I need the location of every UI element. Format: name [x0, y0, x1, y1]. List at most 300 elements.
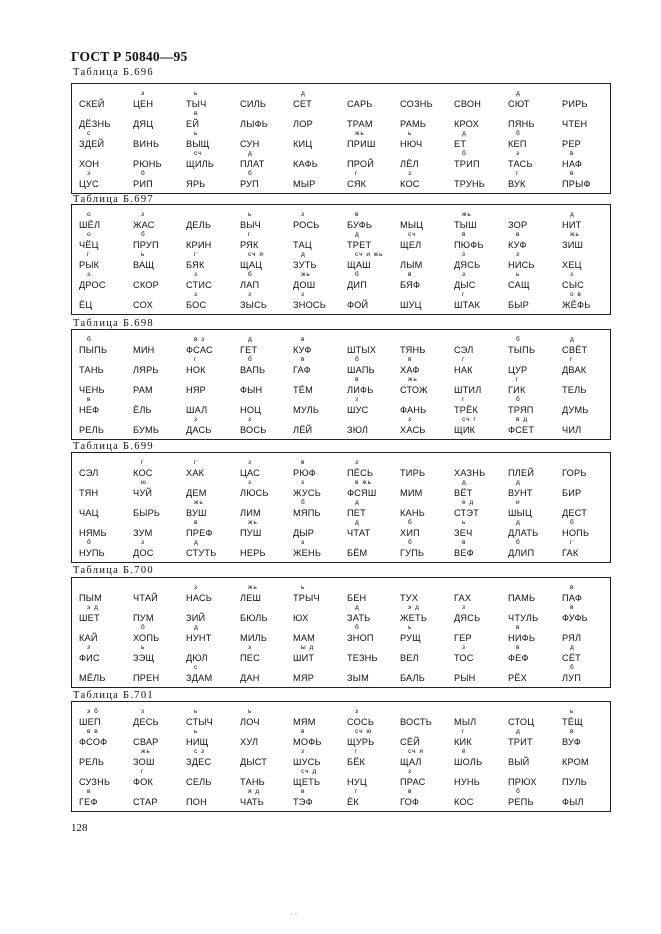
- table-row: [72, 709, 610, 731]
- word: ТЫЧ: [186, 99, 207, 109]
- word: РАМ: [133, 385, 153, 395]
- word: ВУШ: [186, 508, 207, 518]
- word: СЭЛ: [79, 468, 99, 478]
- word: РАМЬ: [400, 119, 427, 129]
- transcription-mark: жь: [408, 376, 418, 383]
- word: БУФЬ: [347, 220, 373, 230]
- word: ЛОЧ: [240, 717, 260, 727]
- transcription-mark: б: [570, 664, 575, 671]
- word: ФСОФ: [79, 737, 108, 747]
- word: ВОСЬ: [240, 425, 267, 435]
- word: ТЕЛЬ: [562, 385, 587, 395]
- word: НАСЬ: [186, 593, 213, 603]
- transcription-mark: з: [141, 539, 145, 546]
- word: ЗДАМ: [186, 673, 213, 683]
- word: НЕРЬ: [240, 548, 266, 558]
- transcription-mark: б: [516, 396, 521, 403]
- transcription-mark: с: [194, 664, 199, 671]
- table-row: [72, 520, 610, 542]
- word: БЮЛЬ: [240, 613, 268, 623]
- word: СИЛЬ: [240, 99, 267, 109]
- word: ЛЁЛ: [400, 159, 419, 169]
- word: ЗЭЩ: [133, 653, 155, 663]
- word: СКЕЙ: [79, 99, 105, 109]
- word: ПРЫФ: [562, 179, 591, 189]
- word: ПРЮХ: [508, 777, 537, 787]
- transcription-mark: д: [570, 644, 575, 651]
- transcription-mark: э б: [87, 708, 99, 715]
- word: ТРЁК: [454, 405, 479, 415]
- transcription-mark: ы д: [301, 644, 315, 651]
- word: САРЬ: [347, 99, 373, 109]
- transcription-mark: б: [516, 130, 521, 137]
- transcription-mark: в: [301, 788, 306, 795]
- transcription-mark: ь: [462, 519, 467, 526]
- table-row: [72, 417, 610, 439]
- word: РИП: [133, 179, 153, 189]
- word: МЯПЬ: [293, 508, 321, 518]
- transcription-mark: д: [462, 130, 467, 137]
- word: ПЛЕЙ: [508, 468, 535, 478]
- footer-mark: · ·: [290, 910, 298, 919]
- table-row: [72, 500, 610, 522]
- word: РЁХ: [508, 673, 527, 683]
- transcription-mark: в жь: [355, 479, 372, 486]
- word: ЕЙ: [186, 119, 200, 129]
- word: МЫЦ: [400, 220, 424, 230]
- table-row: [72, 585, 610, 607]
- word: РЮФ: [293, 468, 316, 478]
- transcription-mark: ь: [570, 708, 575, 715]
- transcription-mark: г: [141, 459, 145, 466]
- word: ЗЮЛ: [347, 425, 369, 435]
- table-row: [72, 645, 610, 667]
- transcription-mark: б: [355, 624, 360, 631]
- word: ГАФ: [293, 365, 311, 375]
- word: ХАК: [186, 468, 205, 478]
- word: ТЁЩ: [562, 717, 583, 727]
- transcription-mark: б: [516, 788, 521, 795]
- transcription-mark: з: [408, 416, 412, 423]
- word: ФЫЛ: [562, 797, 584, 807]
- word: ЧТЕН: [562, 119, 588, 129]
- table-row: [72, 540, 610, 562]
- word: ВЫЙ: [508, 757, 530, 767]
- transcription-mark: сч я: [248, 251, 264, 258]
- transcription-mark: ь: [248, 211, 253, 218]
- word: ШТИЛ: [454, 385, 482, 395]
- transcription-mark: в: [570, 150, 575, 157]
- word: ЛЮСЬ: [240, 488, 269, 498]
- transcription-mark: в: [462, 231, 467, 238]
- word: ЗУМ: [133, 528, 153, 538]
- transcription-mark: б: [408, 519, 413, 526]
- word: СВЁТ: [562, 345, 588, 355]
- word: ПЕТ: [347, 508, 366, 518]
- transcription-mark: г: [516, 376, 520, 383]
- word: НЮЧ: [400, 139, 423, 149]
- transcription-mark: в: [570, 584, 575, 591]
- transcription-mark: б: [141, 231, 146, 238]
- transcription-mark: з: [141, 211, 145, 218]
- word: СВАР: [133, 737, 159, 747]
- transcription-mark: в: [570, 604, 575, 611]
- word: ДЛАТЬ: [508, 528, 539, 538]
- word: МУЛЬ: [293, 405, 320, 415]
- word: ДАН: [240, 673, 260, 683]
- table-row: [72, 605, 610, 627]
- word: БЁМ: [347, 548, 368, 558]
- word: РЕЛЬ: [79, 757, 105, 767]
- transcription-mark: ь: [194, 90, 199, 97]
- word: КРОМ: [562, 757, 589, 767]
- transcription-mark: в: [301, 728, 306, 735]
- transcription-mark: з: [141, 708, 145, 715]
- word: БЕН: [347, 593, 367, 603]
- word: ПРАС: [400, 777, 426, 787]
- word: ЛИМ: [240, 508, 261, 518]
- word: ШАПЬ: [347, 365, 375, 375]
- table-caption: Таблица Б.698: [73, 318, 154, 329]
- word: БУМЬ: [133, 425, 160, 435]
- transcription-mark: б: [355, 356, 360, 363]
- word: ФСЕТ: [508, 425, 535, 435]
- transcription-mark: з: [194, 271, 198, 278]
- word: РЯЛ: [562, 633, 582, 643]
- word: ЦАС: [240, 468, 260, 478]
- word: ДЛИП: [508, 548, 535, 558]
- transcription-mark: з: [248, 459, 252, 466]
- transcription-mark: б: [87, 336, 92, 343]
- word: ЗДЕЙ: [79, 139, 105, 149]
- word: СУН: [240, 139, 260, 149]
- transcription-mark: в: [516, 644, 521, 651]
- word: ГЕТ: [240, 345, 258, 355]
- word: ТРИТ: [508, 737, 533, 747]
- word: ВИНЬ: [133, 139, 160, 149]
- transcription-mark: в: [408, 788, 413, 795]
- word: ШОЛЬ: [454, 757, 483, 767]
- transcription-mark: з: [408, 170, 412, 177]
- word: КИК: [454, 737, 472, 747]
- transcription-mark: з: [87, 644, 91, 651]
- word: СЕТ: [293, 99, 312, 109]
- transcription-mark: г: [141, 768, 145, 775]
- word: ЛИФЬ: [347, 385, 374, 395]
- word: ШУСЬ: [293, 757, 321, 767]
- transcription-mark: в: [87, 788, 92, 795]
- word: СТОЖ: [400, 385, 428, 395]
- word: ЖЁФЬ: [562, 300, 591, 310]
- word: ЛАП: [240, 280, 260, 290]
- word: НИЩ: [186, 737, 209, 747]
- word: ПРЕН: [133, 673, 160, 683]
- word: ЖУСЬ: [293, 488, 321, 498]
- word: ФУФЬ: [562, 613, 588, 623]
- word: НУПЬ: [79, 548, 105, 558]
- word: ШЁЛ: [79, 220, 101, 230]
- transcription-mark: в в: [87, 728, 99, 735]
- transcription-mark: з: [462, 271, 466, 278]
- transcription-mark: ё: [462, 748, 467, 755]
- transcription-mark: д: [516, 479, 521, 486]
- word: ЩАШ: [347, 260, 371, 270]
- word: ХАФ: [400, 365, 420, 375]
- word: СЁЙ: [400, 737, 420, 747]
- word: КОС: [400, 179, 420, 189]
- transcription-mark: б: [516, 539, 521, 546]
- word: ХИП: [400, 528, 420, 538]
- transcription-mark: з: [248, 479, 252, 486]
- transcription-mark: з: [301, 211, 305, 218]
- table-row: [72, 337, 610, 359]
- word: ЁЦ: [79, 300, 93, 310]
- transcription-mark: ь: [141, 644, 146, 651]
- word: ТОС: [454, 653, 474, 663]
- word: МЁЛЬ: [79, 673, 106, 683]
- word: ПЮФЬ: [454, 240, 484, 250]
- transcription-mark: ю: [141, 479, 147, 486]
- transcription-mark: в: [408, 356, 413, 363]
- transcription-mark: в: [570, 728, 575, 735]
- word: СТИС: [186, 280, 212, 290]
- word: БОС: [186, 300, 207, 310]
- word: ДЫР: [293, 528, 315, 538]
- word-table: [71, 577, 611, 688]
- transcription-mark: э: [141, 90, 146, 97]
- word: ПУМ: [133, 613, 154, 623]
- table-caption: Таблица Б.700: [73, 565, 154, 576]
- word: РОСЬ: [293, 220, 320, 230]
- table-caption: Таблица Б.697: [73, 194, 154, 205]
- table-caption: Таблица Б.699: [73, 441, 154, 452]
- transcription-mark: г: [570, 539, 574, 546]
- transcription-mark: д: [570, 211, 575, 218]
- word: ХАЗНЬ: [454, 468, 486, 478]
- transcription-mark: в: [301, 356, 306, 363]
- transcription-mark: г: [516, 170, 520, 177]
- word: СЯК: [347, 179, 367, 189]
- word: ФСЯШ: [347, 488, 377, 498]
- word: ТЯНЬ: [400, 345, 426, 355]
- transcription-mark: б: [355, 271, 360, 278]
- word: ТАЦ: [293, 240, 312, 250]
- word: ВУНТ: [508, 488, 533, 498]
- word: ТАСЬ: [508, 159, 533, 169]
- transcription-mark: з: [301, 291, 305, 298]
- table-row: [72, 749, 610, 771]
- table-row: [72, 171, 610, 193]
- word: ХОН: [79, 159, 100, 169]
- word: НИСЬ: [508, 260, 535, 270]
- word: ВАЩ: [133, 260, 155, 270]
- page-number: 128: [71, 822, 88, 834]
- word: ТУХ: [400, 593, 419, 603]
- word: ШАЛ: [186, 405, 208, 415]
- word: СОЗНЬ: [400, 99, 433, 109]
- word: ЮХ: [293, 613, 309, 623]
- transcription-mark: жь: [248, 519, 258, 526]
- word: НАФ: [562, 159, 583, 169]
- table-row: [72, 357, 610, 379]
- word: НИТ: [562, 220, 582, 230]
- word: МЫР: [293, 179, 316, 189]
- word: НАК: [454, 365, 473, 375]
- transcription-mark: б: [87, 539, 92, 546]
- word: ЦУС: [79, 179, 99, 189]
- word: ЧЁЦ: [79, 240, 99, 250]
- word: ЛЕШ: [240, 593, 262, 603]
- word: ТЭФ: [293, 797, 313, 807]
- transcription-mark: и: [516, 499, 521, 506]
- transcription-mark: з: [87, 271, 91, 278]
- word: ЗЕЧ: [454, 528, 473, 538]
- word: ВЁТ: [454, 488, 473, 498]
- word: ВОСТЬ: [400, 717, 432, 727]
- word: ПЁСЬ: [347, 468, 374, 478]
- table-row: [72, 91, 610, 113]
- transcription-mark: э д: [87, 604, 99, 611]
- word: РУП: [240, 179, 259, 189]
- word: МИЛЬ: [240, 633, 268, 643]
- transcription-mark: г: [570, 356, 574, 363]
- transcription-mark: д: [301, 251, 306, 258]
- word: ПЫМ: [79, 593, 102, 603]
- transcription-mark: я д: [248, 788, 261, 795]
- word: НУЦ: [347, 777, 367, 787]
- word: ХОПЬ: [133, 633, 160, 643]
- transcription-mark: г: [355, 788, 359, 795]
- transcription-mark: с: [87, 130, 92, 137]
- word: ЧЕНЬ: [79, 385, 105, 395]
- word: ЛЫФЬ: [240, 119, 268, 129]
- word: ЧАЦ: [79, 508, 99, 518]
- transcription-mark: з: [355, 708, 359, 715]
- word: ЗАТЬ: [347, 613, 371, 623]
- word: ДЕСТ: [562, 508, 588, 518]
- word: СТЭТ: [454, 508, 479, 518]
- word: ПЛАТ: [240, 159, 265, 169]
- word: ЗЫСЬ: [240, 300, 268, 310]
- word: РЕПЬ: [508, 797, 534, 807]
- word: ТРЫЧ: [293, 593, 320, 603]
- word: ЖЕНЬ: [293, 548, 322, 558]
- transcription-mark: д: [301, 90, 306, 97]
- transcription-mark: сч: [194, 150, 203, 157]
- word: ГУПЬ: [400, 548, 425, 558]
- table-row: [72, 252, 610, 274]
- word: НОПЬ: [562, 528, 590, 538]
- transcription-mark: г: [355, 170, 359, 177]
- word: ХУЛ: [240, 737, 259, 747]
- transcription-mark: б: [248, 170, 253, 177]
- word: РЫК: [79, 260, 100, 270]
- word: ЗНОСЬ: [293, 300, 326, 310]
- word: РУЩ: [400, 633, 421, 643]
- word: ТЁМ: [293, 385, 313, 395]
- word: ДВАК: [562, 365, 587, 375]
- word: СТОЦ: [508, 717, 535, 727]
- word: ШТЫХ: [347, 345, 377, 355]
- table-row: [72, 272, 610, 294]
- table-row: [72, 111, 610, 133]
- word: РЕЛЬ: [79, 425, 105, 435]
- word: ПРУП: [133, 240, 159, 250]
- word: ПУЛЬ: [562, 777, 587, 787]
- word: ШУЦ: [400, 300, 422, 310]
- word: ДЕМ: [186, 488, 207, 498]
- transcription-mark: г: [462, 396, 466, 403]
- word: ПУШ: [240, 528, 262, 538]
- table-row: [72, 397, 610, 419]
- word: ТАНЬ: [79, 365, 104, 375]
- word: ЩЕЛ: [400, 240, 422, 250]
- transcription-mark: ь: [301, 584, 306, 591]
- transcription-mark: д: [248, 336, 253, 343]
- word: СКОР: [133, 280, 159, 290]
- word: НЯМЬ: [79, 528, 107, 538]
- word: ЯРЬ: [186, 179, 206, 189]
- word: ЧУЙ: [133, 488, 153, 498]
- page-header: ГОСТ Р 50840—95: [71, 49, 188, 64]
- transcription-mark: г: [194, 459, 198, 466]
- table-row: [72, 131, 610, 153]
- word: ДЮЛ: [186, 653, 208, 663]
- word: ПЕС: [240, 653, 260, 663]
- word: МЫЛ: [454, 717, 477, 727]
- transcription-mark: сч и жь: [355, 251, 384, 258]
- transcription-mark: б: [141, 624, 146, 631]
- word: СЕЛЬ: [186, 777, 212, 787]
- transcription-mark: б: [248, 271, 253, 278]
- word: МОФЬ: [293, 737, 322, 747]
- word: ДЯСЬ: [454, 260, 481, 270]
- word: ПАМЬ: [508, 593, 536, 603]
- transcription-mark: б: [462, 150, 467, 157]
- word: КУФ: [508, 240, 527, 250]
- transcription-mark: в: [301, 459, 306, 466]
- word: ЛЁЙ: [293, 425, 313, 435]
- word: РЮНЬ: [133, 159, 162, 169]
- transcription-mark: жь: [194, 499, 204, 506]
- transcription-mark: ь: [194, 708, 199, 715]
- transcription-mark: з: [570, 271, 574, 278]
- word: ЗДЕС: [186, 757, 212, 767]
- word-table: [71, 83, 611, 194]
- transcription-mark: з: [87, 170, 91, 177]
- word: ФСАС: [186, 345, 213, 355]
- transcription-mark: в: [194, 519, 199, 526]
- word: ЦУР: [508, 365, 528, 375]
- transcription-mark: г: [462, 356, 466, 363]
- word: ФЕФ: [508, 653, 529, 663]
- word: ФАНЬ: [400, 405, 427, 415]
- word: ЗИЙ: [186, 613, 206, 623]
- word: ПЫПЬ: [79, 345, 108, 355]
- transcription-mark: з: [516, 251, 520, 258]
- word: ВЕФ: [454, 548, 474, 558]
- transcription-mark: сч ю: [355, 728, 373, 735]
- transcription-mark: г: [194, 356, 198, 363]
- word: ДЯЦ: [133, 119, 154, 129]
- word: ШУС: [347, 405, 369, 415]
- word: ДЁЗНЬ: [79, 119, 111, 129]
- word: ВУФ: [562, 737, 581, 747]
- word: БЯК: [186, 260, 205, 270]
- transcription-mark: з: [516, 150, 520, 157]
- transcription-mark: в: [355, 376, 360, 383]
- transcription-mark: в: [570, 170, 575, 177]
